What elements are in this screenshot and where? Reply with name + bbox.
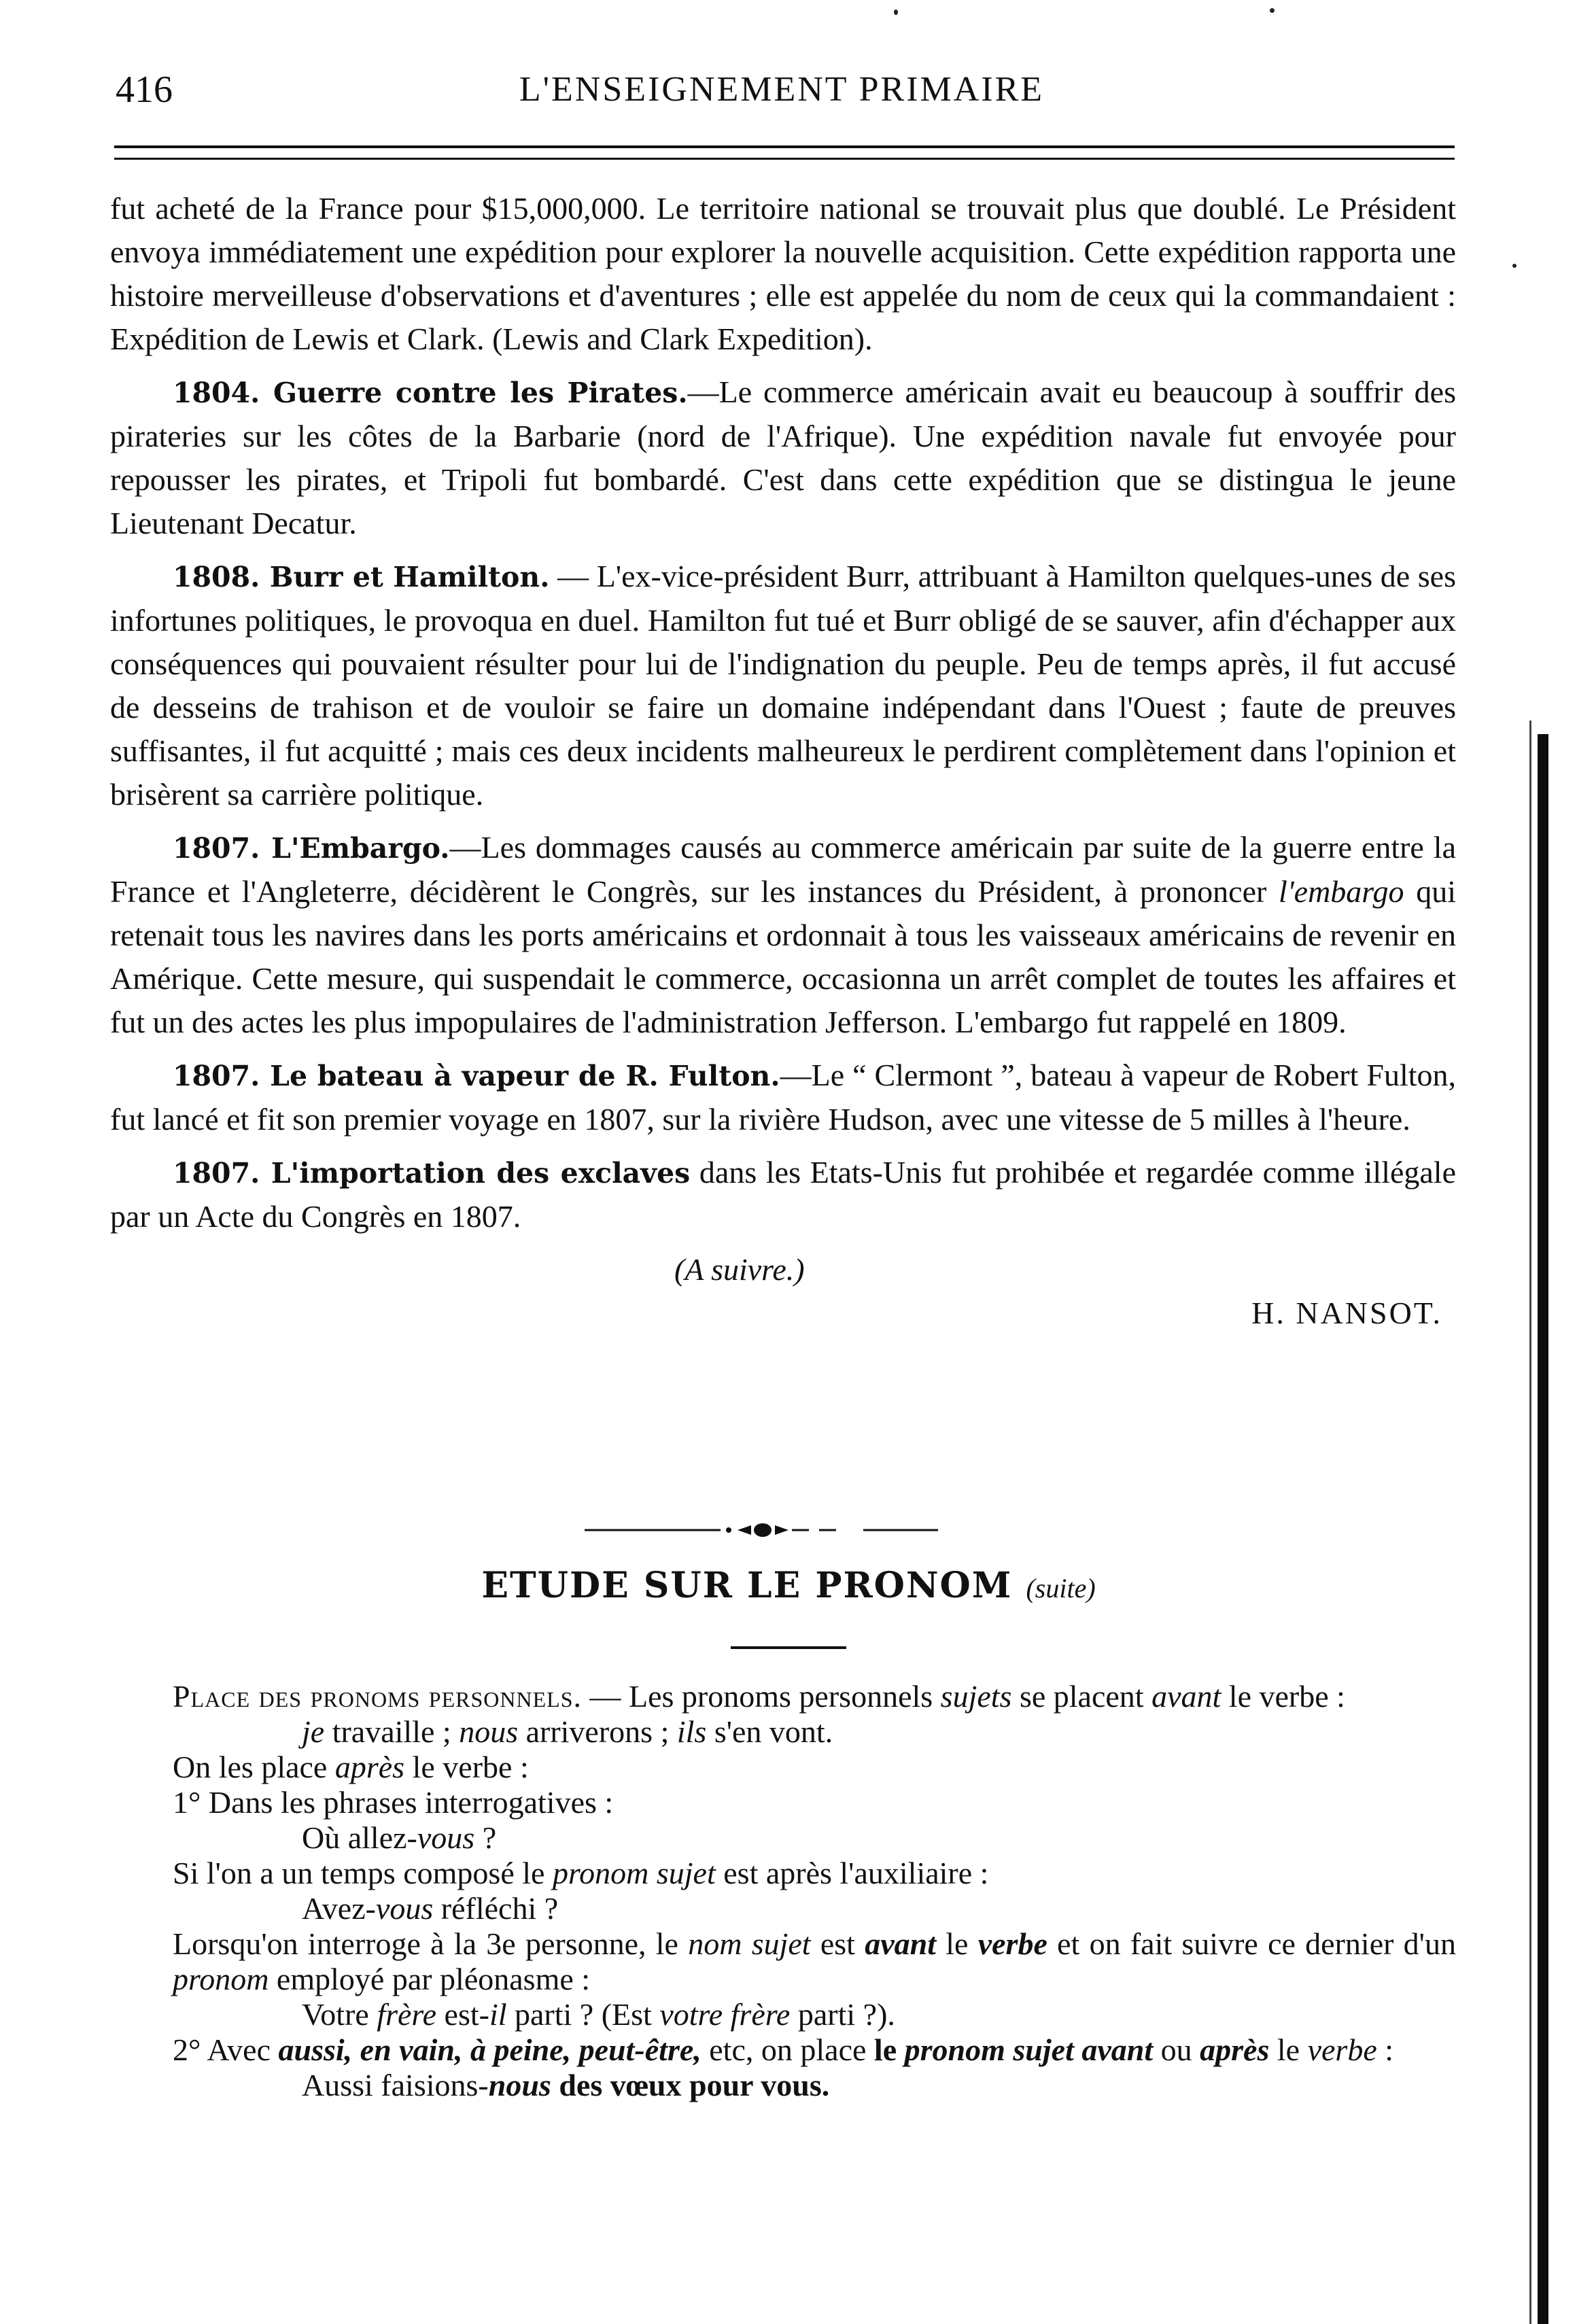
text-run: s'en vont. [706,1714,833,1749]
text-run: réfléchi ? [433,1891,559,1926]
scan-speck [1512,264,1517,268]
section-title-suffix: (suite) [1026,1573,1096,1603]
text-run: employé par pléonasme : [268,1962,591,1996]
entry-text: — L'ex-vice-président Burr, attribuant à Hamilton quelques-unes de ses infortunes politiques, le provoqua en duel. Hamilton fut tué et Burr obligé de se sauver, afin d'échapper aux conséquences qui pouvaient résulter pour lui de l'indignation du peuple. Peu de temps après, il fut accusé de desseins de trahison et de vouloir se faire un domaine indépendant dans l'Ouest ; faute de preuves suffisantes, il fut acquitté ; mais ces deux incidents malheureux le perdirent complètement dans l'opinion et brisèrent sa carrière politique. [110,559,1456,812]
scan-edge-line [1529,721,1531,2324]
text-run: Avez- [302,1891,376,1926]
entry-1807-embargo [110,826,1456,1044]
section-title [0,1565,1577,1606]
pronoun-line-1 [110,1679,1456,1714]
italic-run: votre frère [659,1997,791,2032]
text-run: le [1269,2032,1308,2067]
history-article [110,187,1456,1336]
scan-edge-shadow [1538,734,1548,2324]
entry-1807-importation [110,1151,1456,1238]
entry-text: qui retenait tous les navires dans les ports américains et ordonnait à tous les vaisseaux américains de revenir en Amérique. Cette mesure, qui suspendait le commerce, occasionna un arrêt complet de toutes les affaires et fut un des actes les plus impopulaires de l'administration Jefferson. L'embargo fut rappelé en 1809. [110,874,1457,1039]
example-1 [110,1714,1456,1750]
entry-text: dans les Etats-Unis fut prohibée et regardée comme illégale par un Acte du Congrès en 1807. [110,1155,1456,1234]
text-run: Aussi faisions- [302,2068,489,2102]
example-2 [110,1820,1456,1856]
entry-lead: 1807. L'Embargo. [173,832,450,865]
text-run: le verbe : [1221,1679,1345,1714]
entry-lead: 1807. L'importation des exclaves [173,1157,691,1190]
pronoun-line-6 [110,2032,1456,2068]
entry-1807-fulton [110,1054,1456,1141]
text-run: Où allez- [302,1820,417,1855]
pronoun-line-3: 1° Dans les phrases interrogatives : [173,1785,614,1820]
scan-speck [894,10,898,15]
text-run: le verbe : [404,1750,529,1784]
intro-paragraph: fut acheté de la France pour $15,000,000. Le territoire national se trouvait plus que doublé. Le Président envoya immédiatement une expédition pour explorer la nouvelle acquisition. Cette expédition rapporta une histoire merveilleuse d'observations et d'aventures ; elle est appelée du nom de ceux qui la commandaient : Expédition de Lewis et Clark. (Lewis and Clark Expedition). [110,191,1456,356]
italic-run: sujets [940,1679,1012,1714]
bold-italic-run: nous [488,2068,551,2102]
bold-italic-run: après [1200,2032,1270,2067]
pronoun-line-5 [110,1926,1456,1997]
text-run: On les place [173,1750,335,1784]
text-run: et on fait suivre ce dernier d'un [1047,1926,1456,1961]
text-run: etc, on place [701,2032,874,2067]
entry-1804-pirates [110,370,1456,545]
author-signature: H. NANSOT. [1251,1296,1442,1330]
italic-run: frère [377,1997,437,2032]
text-run: parti ? (Est [506,1997,660,2032]
entry-italic: l'embargo [1279,874,1404,909]
subsection-heading: Place des pronoms personnels. [173,1679,583,1714]
bold-italic-run: pronom sujet avant [904,2032,1154,2067]
text-run: parti ?). [790,1997,895,2032]
example-5 [110,2068,1456,2103]
text-run: travaille ; [324,1714,460,1749]
section-ornament [585,1520,938,1540]
italic-run: pronom sujet [552,1856,716,1890]
bold-run: des vœux pour vous. [551,2068,830,2102]
entry-lead: 1804. Guerre contre les Pirates. [173,377,688,409]
text-run: Votre [302,1997,377,2032]
section-title-text: ETUDE SUR LE PRONOM [481,1565,1013,1606]
signature-block [110,1248,1456,1336]
entry-lead: 1807. Le bateau à vapeur de R. Fulton. [173,1060,780,1092]
text-run: est [810,1926,865,1961]
text-run: est après l'auxiliaire : [715,1856,989,1890]
text-run: est- [436,1997,489,2032]
italic-run: après [334,1750,405,1784]
text-run: Si l'on a un temps composé le [173,1856,553,1890]
text-run [897,2032,905,2067]
text-run: arriverons ; [518,1714,677,1749]
entry-text: —Le commerce américain avait eu beaucoup à souffrir des pirateries sur les côtes de la Barbarie (nord de l'Afrique). Une expédition navale fut envoyée pour repousser les pirates, et Tripoli fut bombardé. C'est dans cette expédition que se distingua le jeune Lieutenant Decatur. [110,375,1456,540]
text-run: — Les pronoms personnels [582,1679,941,1714]
entry-text: —Les dommages causés au commerce américain par suite de la guerre entre la France et l'Angleterre, décidèrent le Congrès, sur les instances du Président, à prononcer [110,830,1457,909]
page-header [116,61,1448,122]
to-follow-note: (A suivre.) [674,1252,805,1287]
text-run: : [1376,2032,1394,2067]
bold-run: le [873,2032,897,2067]
bold-italic-run: verbe [977,1926,1047,1961]
example-3 [110,1891,1456,1926]
italic-run: nom sujet [688,1926,811,1961]
italic-run: je [302,1714,325,1749]
italic-run: avant [1151,1679,1221,1714]
entry-1808-burr-hamilton [110,555,1456,816]
scan-speck [1270,8,1275,13]
running-title: L'ENSEIGNEMENT PRIMAIRE [519,70,1045,109]
text-run: 2° Avec [173,2032,279,2067]
italic-run: vous [417,1820,475,1855]
italic-run: ils [676,1714,707,1749]
example-4 [110,1997,1456,2032]
entry-text: —Le “ Clermont ”, bateau à vapeur de Robert Fulton, fut lancé et fit son premier voyage en 1807, sur la rivière Hudson, avec une vitesse de 5 milles à l'heure. [110,1058,1457,1137]
italic-run: il [489,1997,507,2032]
bold-italic-run: aussi, en vain, à peine, peut-être, [278,2032,701,2067]
title-underline-rule [731,1646,846,1649]
pronoun-line-4 [110,1856,1456,1891]
text-run: Lorsqu'on interroge à la 3e personne, le [173,1926,689,1961]
italic-run: pronom [173,1962,269,1996]
italic-run: nous [459,1714,519,1749]
text-run: le [936,1926,978,1961]
page-number: 416 [116,69,173,111]
pronoun-line-2 [110,1750,1456,1785]
italic-run: vous [375,1891,434,1926]
text-run: ? [474,1820,497,1855]
text-run: ou [1153,2032,1200,2067]
header-double-rule [114,145,1455,160]
pronoun-study-body [110,1679,1456,2103]
italic-run: verbe [1307,2032,1377,2067]
entry-lead: 1808. Burr et Hamilton. [173,561,550,593]
text-run: se placent [1011,1679,1152,1714]
bold-italic-run: avant [865,1926,936,1961]
